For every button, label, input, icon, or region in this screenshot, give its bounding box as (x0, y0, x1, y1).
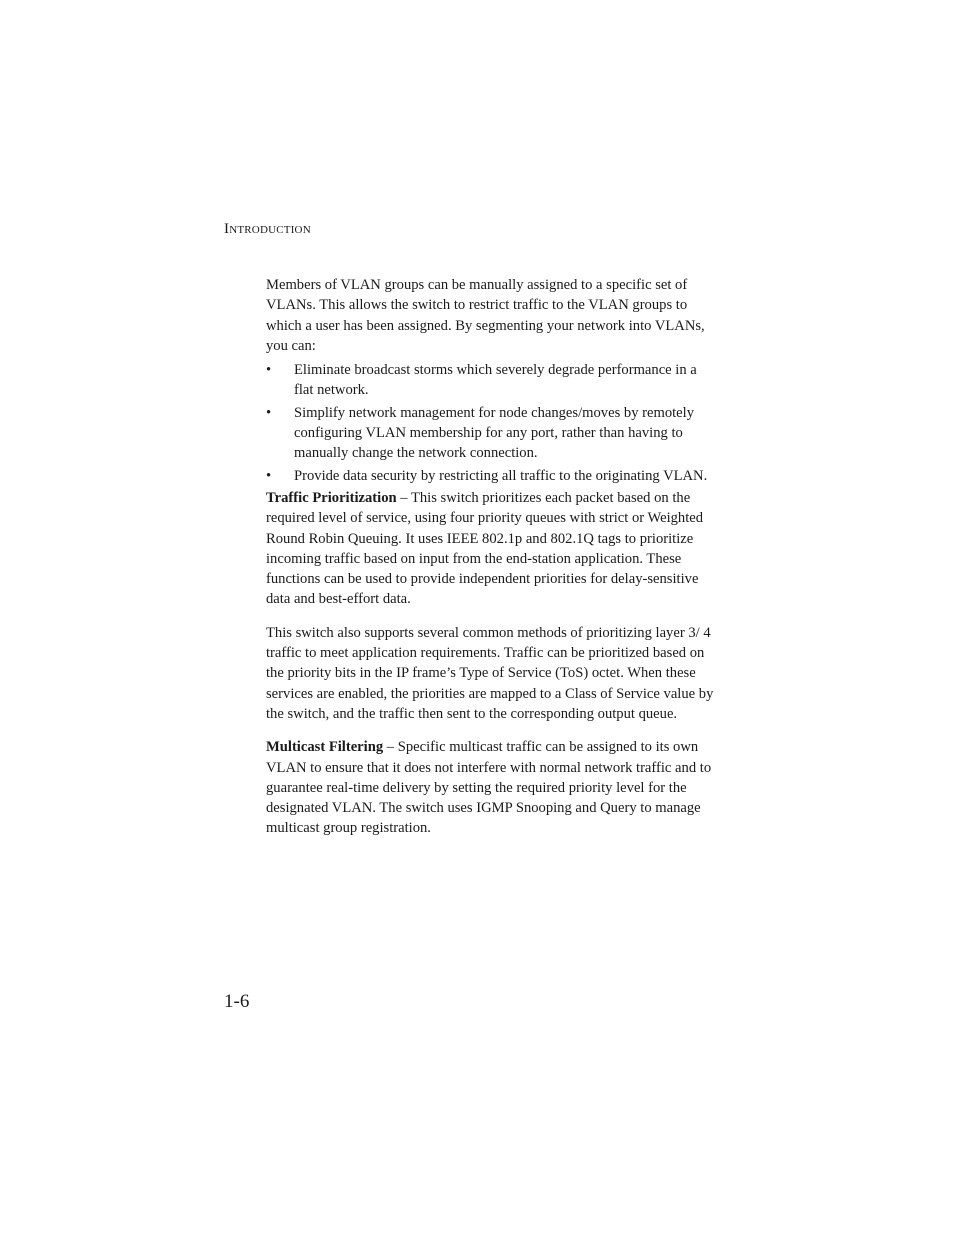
traffic-prioritization-paragraph (266, 488, 718, 610)
bullet-marker: • (266, 362, 272, 379)
traffic-prioritization-text: – This switch prioritizes each packet based on the required level of service, using four priority queues with strict or Weighted Round Robin Queuing. It uses IEEE 802.1p and 802.1Q tags to prioritize incoming traffic based on input from the end-station application. These functions can be used to provide independent priorities for delay-sensitive data and best-effort data. (266, 489, 704, 608)
list-item (266, 466, 726, 486)
layer34-paragraph: This switch also supports several common methods of prioritizing layer 3/ 4 traffic to meet application requirements. Traffic can be prioritized based on the priority bits in the IP frame’s Type of Service (ToS) octet. When these services are enabled, the priorities are mapped to a Class of Service value by the switch, and the traffic then sent to the corresponding output queue. (266, 624, 714, 722)
list-item-text: Provide data security by restricting all traffic to the originating VLAN. (294, 467, 708, 484)
bullet-marker: • (266, 404, 272, 421)
list-item (266, 360, 718, 401)
running-head-initial: I (224, 221, 230, 237)
running-head (224, 221, 311, 238)
bullet-marker: • (266, 467, 272, 484)
intro-paragraph: Members of VLAN groups can be manually assigned to a specific set of VLANs. This allows the switch to restrict traffic to the VLAN groups to which a user has been assigned. By segmenting your network into VLANs, you can: (266, 277, 705, 354)
vlan-benefits-list (266, 360, 718, 486)
list-item-text: Eliminate broadcast storms which severely degrade performance in a flat network. (294, 362, 697, 399)
list-item (266, 403, 718, 464)
main-content (266, 275, 718, 839)
traffic-prioritization-heading: Traffic Prioritization (266, 489, 397, 506)
multicast-filtering-text: – Specific multicast traffic can be assigned to its own VLAN to ensure that it does not interfere with normal network traffic and to guarantee real-time delivery by setting the required priority level for the designated VLAN. The switch uses IGMP Snooping and Query to manage multicast group registration. (266, 739, 712, 837)
multicast-filtering-heading: Multicast Filtering (266, 739, 384, 756)
running-head-rest: NTRODUCTION (229, 224, 311, 236)
list-item-text: Simplify network management for node changes/moves by remotely configuring VLAN membership for any port, rather than having to manually change the network connection. (294, 404, 695, 462)
multicast-filtering-paragraph (266, 737, 718, 838)
page-number: 1-6 (224, 991, 250, 1012)
